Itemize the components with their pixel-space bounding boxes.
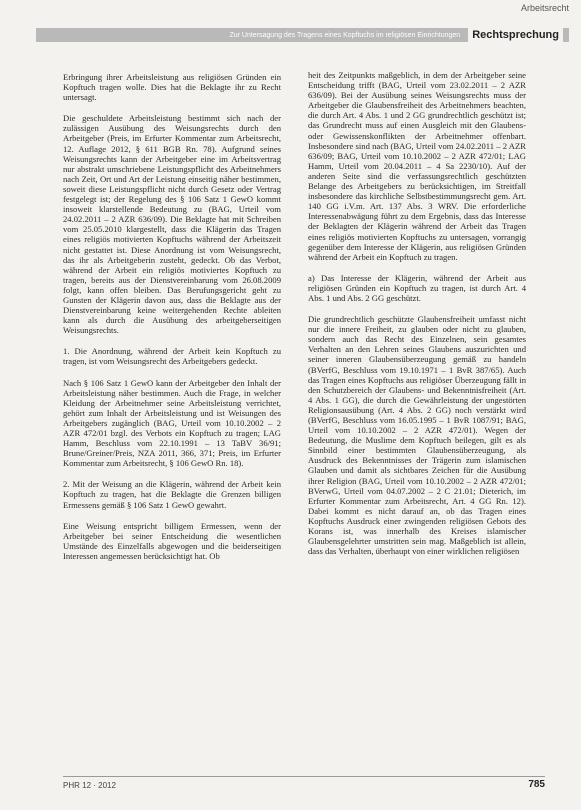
paragraph: Erbringung ihrer Arbeitsleistung aus religiösen Gründen ein Kopftuch tragen wolle. Dies hat die Beklagte ihr zu Recht untersagt. bbox=[63, 72, 281, 103]
text-column-left bbox=[63, 72, 281, 572]
footer-divider bbox=[63, 776, 545, 777]
rubric-label: Arbeitsrecht bbox=[520, 3, 569, 13]
running-header-subtitle: Zur Untersagung des Tragens eines Kopftuchs im religiösen Einrichtungen bbox=[229, 31, 461, 39]
paragraph: 1. Die Anordnung, während der Arbeit kein Kopftuch zu tragen, ist vom Weisungsrecht des Arbeitgebers gedeckt. bbox=[63, 346, 281, 367]
paragraph: Nach § 106 Satz 1 GewO kann der Arbeitgeber den Inhalt der Arbeitsleistung näher bestimmen. Auch die Frage, in welcher Kleidung der Arbeitnehmer seine Arbeitsleistung verrichtet, gehört zum Inhalt der Arbeitsleistung und ist Weisungen des Arbeitgebers zugänglich (BAG, Urteil vom 10.10.2002 – 2 AZR 472/01 bzgl. des Verbots ein Kopftuch zu tragen; LAG Hamm, Beschluss vom 22.10.1991 – 13 TaBV 36/91; Brune/Greiner/Preis, NZA 2011, 366, 371; Preis, im Erfurter Kommentar zum Arbeitsrecht, § 106 GewO Rn. 18). bbox=[63, 377, 281, 469]
paragraph: Die geschuldete Arbeitsleistung bestimmt sich nach der zulässigen Ausübung des Weisungsrechts durch den Arbeitgeber (Preis, im Erfurter Kommentar zum Arbeitsrecht, 12. Auflage 2012, § 611 BGB Rn. 78). Aufgrund seines Weisungsrechts kann der Arbeitgeber eine im Arbeitsvertrag nur abstrakt umschriebene Leistungspflicht des Arbeitnehmers nach Zeit, Ort und Art der Leistung einseitig näher bestimmen, soweit diese Leistungspflicht nicht durch Gesetz oder Vertrag festgelegt ist; der Regelung des § 106 Satz 1 GewO kommt insoweit klarstellende Bedeutung zu (BAG, Urteil vom 24.02.2011 – 2 AZR 636/09). Die Beklagte hat mit Schreiben vom 25.05.2010 klargestellt, dass die Klägerin das Tragen eines religiös motivierten Kopftuchs während der Arbeitszeit nicht gestattet ist. Diese Anordnung ist vom Weisungsrecht, das ihr als Arbeitgeberin zusteht, gedeckt. Ob das Verbot, während der Arbeit ein religiös motiviertes Kopftuch zu tragen, bereits aus der Dienstvereinbarung vom 26.08.2009 folgt, kann offen bleiben. Das Berufungsgericht geht zu Gunsten der Klägerin davon aus, dass die Beklagte aus der Dienstvereinbarung keine weitergehenden Rechte ableiten kann als durch die Ausübung des arbeitgeberseitigen Weisungsrechts. bbox=[63, 113, 281, 336]
paragraph: 2. Mit der Weisung an die Klägerin, während der Arbeit kein Kopftuch zu tragen, hat die Beklagte die Grenzen billigen Ermessens gemäß § 106 Satz 1 GewO gewahrt. bbox=[63, 479, 281, 510]
journal-footer: PHR 12 · 2012 bbox=[63, 781, 116, 790]
paragraph: a) Das Interesse der Klägerin, während der Arbeit aus religiösen Gründen ein Kopftuch zu tragen, ist durch Art. 4 Abs. 1 und Abs. 2 GG geschützt. bbox=[308, 272, 526, 303]
paragraph: Eine Weisung entspricht billigem Ermessen, wenn der Arbeitgeber bei seiner Entscheidung die wesentlichen Umstände des Einzelfalls abgewogen und die beiderseitigen Interessen angemessen berücksichtigt hat. Ob bbox=[63, 520, 281, 561]
page-number: 785 bbox=[528, 779, 545, 790]
text-column-right bbox=[308, 70, 526, 567]
section-title: Rechtsprechung bbox=[468, 28, 563, 42]
running-header bbox=[36, 28, 569, 42]
paragraph: heit des Zeitpunkts maßgeblich, in dem der Arbeitgeber seine Entscheidung trifft (BAG, Urteil vom 23.02.2011 – 2 AZR 636/09). Bei der Ausübung seines Weisungsrechts muss der Arbeitgeber die Glaubensfreiheit des Arbeitnehmers beachten, die durch Art. 4 Abs. 1 und 2 GG grundrechtlich geschützt ist; das Grundrecht muss auf einen Ausgleich mit den Glaubens- oder Gewissenskonflikten der Arbeitnehmer offenbart. Insbesondere sind nach (BAG, Urteil vom 24.02.2011 – 2 AZR 636/09; BAG, Urteil vom 10.10.2002 – 2 AZR 472/01; LAG Hamm, Urteil vom 20.04.2011 – 4 Sa 2230/10). Auf der anderen Seite sind die verfassungsrechtlich geschützten Belange des Arbeitgebers zu berücksichtigen, im Streitfall insbesondere das kirchliche Selbstbestimmungsrecht gem. Art. 140 GG i.V.m. Art. 137 Abs. 3 WRV. Die erforderliche Interessenabwägung führt zu dem Ergebnis, dass das Interesse der Beklagten der Klägerin während der Arbeit das Tragen eines religiös motivierten Kopftuchs zu untersagen, vorrangig gegenüber dem Interesse der Klägerin, aus religiösen Gründen während der Arbeit ein Kopftuch zu tragen. bbox=[308, 70, 526, 262]
paragraph: Die grundrechtlich geschützte Glaubensfreiheit umfasst nicht nur die innere Freiheit, zu glauben oder nicht zu glauben, sondern auch das Recht des Einzelnen, sein gesamtes Verhalten an den Lehren seines Glaubens auszurichten und seiner inneren Glaubensüberzeugung gemäß zu handeln (BVerfG, Beschluss vom 19.10.1971 – 1 BvR 387/65). Auch das Tragen eines Kopftuchs aus religiöser Überzeugung fällt in den Schutzbereich der Glaubens- und Bekenntnisfreiheit (Art. 4 Abs. 1 GG), die durch die Gewährleistung der ungestörten Religionsausübung (Art. 4 Abs. 2 GG) noch verstärkt wird (BVerfG, Beschluss vom 16.05.1995 – 1 BvR 1087/91; BAG, Urteil vom 10.10.2002 – 2 AZR 472/01). Wegen der Bedeutung, die Muslime dem Kopftuch beilegen, gilt es als Sinnbild einer bestimmten Glaubensüberzeugung, als Ausdruck des Bekenntnisses der Trägerin zum islamischen Glauben und damit als sichtbares Zeichen für die Ausübung ihrer Religion (BAG, Urteil vom 10.10.2002 – 2 AZR 472/01; BVerwG, Urteil vom 04.07.2002 – 2 C 21.01; Dieterich, im Erfurter Kommentar zum Arbeitsrecht, Art. 4 GG Rn. 12). Dabei kommt es nicht darauf an, ob das Tragen eines Kopftuchs Ausdruck einer zwingenden religiösen Gebots des Korans ist, was innerhalb des Kreises islamischer Glaubensgelehrter umstritten sein mag. Maßgeblich ist allein, dass das Verhalten, überhaupt von einer wirklichen religiösen bbox=[308, 314, 526, 557]
